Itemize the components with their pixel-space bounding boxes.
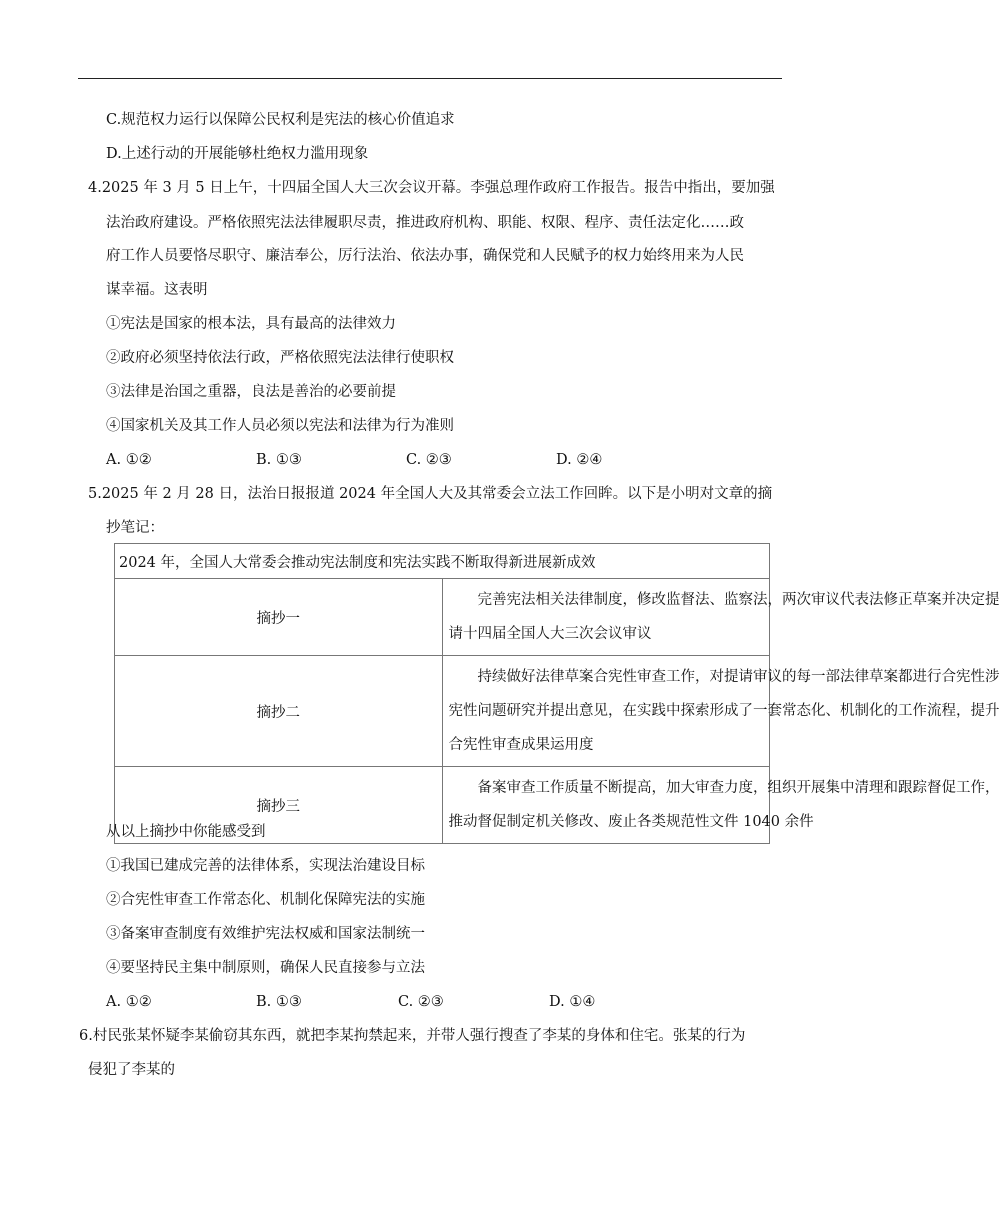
q4-stem-line: 法治政府建设。严格依照宪法法律履职尽责，推进政府机构、职能、权限、程序、责任法定化……政 (106, 215, 744, 231)
q5-prompt: 从以上摘抄中你能感受到 (106, 824, 266, 840)
q5-option-c: C. ②③ (398, 994, 444, 1010)
row-label: 摘抄三 (115, 767, 443, 844)
q4-statement-1: ①宪法是国家的根本法，具有最高的法律效力 (106, 316, 396, 332)
row-content-line: 完善宪法相关法律制度，修改监督法、监察法，两次审议代表法修正草案并决定提 (477, 592, 1000, 608)
q5-option-a: A. ①② (106, 994, 152, 1010)
q5-option-d: D. ①④ (549, 994, 596, 1010)
row-content-line: 宪性问题研究并提出意见，在实践中探索形成了一套常态化、机制化的工作流程，提升 (448, 703, 1000, 719)
q5-statement-1: ①我国已建成完善的法律体系，实现法治建设目标 (106, 858, 425, 874)
row-content-line: 持续做好法律草案合宪性审查工作，对提请审议的每一部法律草案都进行合宪性涉 (477, 669, 1000, 685)
q6-stem-line: 6.村民张某怀疑李某偷窃其东西，就把李某拘禁起来，并带人强行搜查了李某的身体和住宅。张某的行为 (79, 1028, 746, 1044)
table-row (115, 579, 770, 656)
q5-statement-4: ④要坚持民主集中制原则，确保人民直接参与立法 (106, 960, 425, 976)
q3-option-c: C.规范权力运行以保障公民权利是宪法的核心价值追求 (106, 112, 455, 128)
row-content-line: 请十四届全国人大三次会议审议 (448, 626, 652, 642)
q6-stem-line: 侵犯了李某的 (88, 1062, 175, 1078)
row-content-line: 备案审查工作质量不断提高，加大审查力度，组织开展集中清理和跟踪督促工作， (477, 780, 1000, 796)
q4-stem-line: 4.2025 年 3 月 5 日上午，十四届全国人大三次会议开幕。李强总理作政府工作报告。报告中指出，要加强 (88, 180, 775, 196)
row-content-line: 合宪性审查成果运用度 (448, 737, 594, 753)
q4-statement-4: ④国家机关及其工作人员必须以宪法和法律为行为准则 (106, 418, 454, 434)
q5-stem-line: 5.2025 年 2 月 28 日，法治日报报道 2024 年全国人大及其常委会立法工作回眸。以下是小明对文章的摘 (88, 486, 773, 502)
q4-statement-2: ②政府必须坚持依法行政，严格依照宪法法律行使职权 (106, 350, 454, 366)
row-label: 摘抄一 (115, 579, 443, 656)
q4-option-b: B. ①③ (256, 452, 302, 468)
row-content (442, 579, 1000, 656)
notes-table-header: 2024 年，全国人大常委会推动宪法制度和宪法实践不断取得新进展新成效 (115, 544, 770, 579)
row-content-line: 推动督促制定机关修改、废止各类规范性文件 1040 余件 (448, 814, 814, 830)
q5-statement-2: ②合宪性审查工作常态化、机制化保障宪法的实施 (106, 892, 425, 908)
q4-stem-line: 府工作人员要恪尽职守、廉洁奉公，厉行法治、依法办事，确保党和人民赋予的权力始终用来为人民 (106, 248, 744, 264)
q4-option-c: C. ②③ (406, 452, 452, 468)
row-content (442, 767, 1000, 844)
row-label: 摘抄二 (115, 656, 443, 767)
q4-stem-line: 谋幸福。这表明 (106, 282, 208, 298)
q4-statement-3: ③法律是治国之重器，良法是善治的必要前提 (106, 384, 396, 400)
q4-option-d: D. ②④ (556, 452, 603, 468)
q4-option-a: A. ①② (106, 452, 152, 468)
row-content (442, 656, 1000, 767)
q3-option-d: D.上述行动的开展能够杜绝权力滥用现象 (106, 146, 369, 162)
header-rule (78, 78, 782, 79)
q5-option-b: B. ①③ (256, 994, 302, 1010)
q5-statement-3: ③备案审查制度有效维护宪法权威和国家法制统一 (106, 926, 425, 942)
q5-stem-line: 抄笔记： (106, 520, 164, 536)
notes-table (114, 543, 1000, 844)
table-row (115, 656, 770, 767)
